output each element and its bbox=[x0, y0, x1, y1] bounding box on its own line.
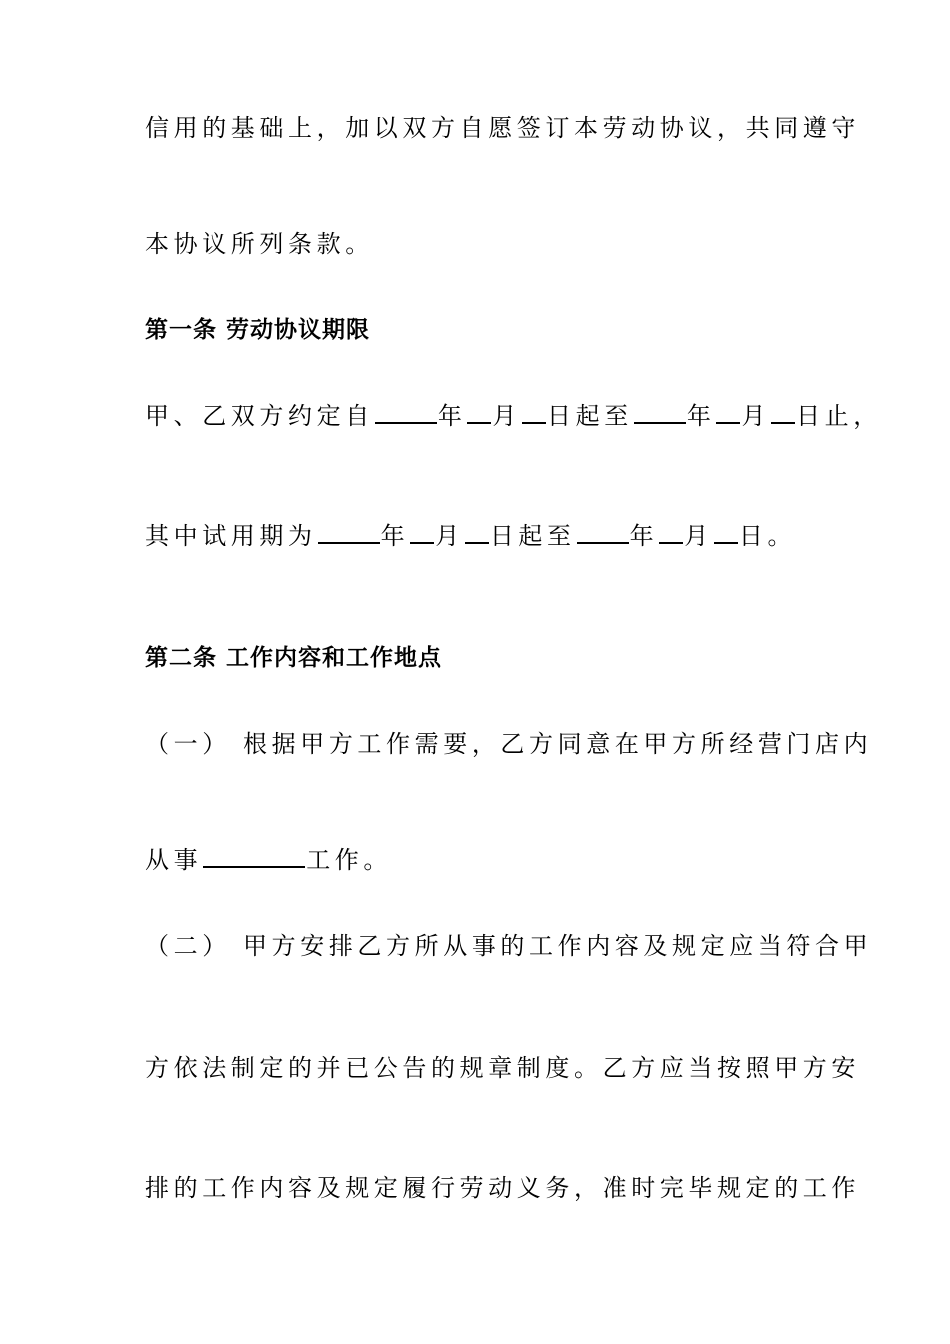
article-2-job-line bbox=[145, 844, 392, 876]
paragraph-line: 本协议所列条款。 bbox=[145, 230, 374, 258]
text-segment: 月 bbox=[492, 402, 522, 430]
fill-blank bbox=[467, 400, 491, 424]
fill-blank bbox=[659, 520, 683, 544]
text-segment: 日。 bbox=[738, 522, 797, 550]
paragraph-line: 方依法制定的并已公告的规章制度。乙方应当按照甲方安 bbox=[145, 1054, 860, 1082]
fill-blank bbox=[716, 400, 740, 424]
text-segment: 年 bbox=[380, 522, 410, 550]
text-segment: 月 bbox=[684, 522, 713, 550]
fill-blank bbox=[318, 520, 380, 544]
text-segment: 年 bbox=[437, 402, 467, 430]
paragraph-line: （二） 甲方安排乙方所从事的工作内容及规定应当符合甲 bbox=[145, 932, 873, 960]
text-segment: 年 bbox=[686, 402, 716, 430]
text-segment: 甲、乙双方约定自 bbox=[145, 402, 374, 430]
text-segment: 日止， bbox=[796, 402, 882, 430]
article-1-term-line bbox=[145, 400, 882, 432]
text-segment: 工作。 bbox=[306, 846, 393, 874]
fill-blank bbox=[203, 844, 305, 868]
fill-blank bbox=[410, 520, 434, 544]
fill-blank bbox=[465, 520, 489, 544]
fill-blank bbox=[634, 400, 686, 424]
paragraph-line: 排的工作内容及规定履行劳动义务，准时完毕规定的工作 bbox=[145, 1174, 860, 1202]
fill-blank bbox=[714, 520, 738, 544]
fill-blank bbox=[771, 400, 795, 424]
text-segment: 其中试用期为 bbox=[145, 522, 317, 550]
text-segment: 月 bbox=[741, 402, 771, 430]
text-segment: 年 bbox=[629, 522, 659, 550]
text-segment: 日起至 bbox=[489, 522, 576, 550]
text-segment: 日起至 bbox=[547, 402, 633, 430]
fill-blank bbox=[577, 520, 629, 544]
fill-blank bbox=[522, 400, 546, 424]
article-1-probation-line bbox=[145, 520, 796, 552]
text-segment: 从事 bbox=[145, 846, 203, 874]
fill-blank bbox=[375, 400, 437, 424]
paragraph-line: 信用的基础上，加以双方自愿签订本劳动协议，共同遵守 bbox=[145, 114, 860, 142]
article-2-heading: 第二条 工作内容和工作地点 bbox=[145, 645, 443, 671]
paragraph-line: （一） 根据甲方工作需要，乙方同意在甲方所经营门店内 bbox=[145, 730, 873, 758]
article-1-heading: 第一条 劳动协议期限 bbox=[145, 317, 371, 343]
text-segment: 月 bbox=[435, 522, 464, 550]
